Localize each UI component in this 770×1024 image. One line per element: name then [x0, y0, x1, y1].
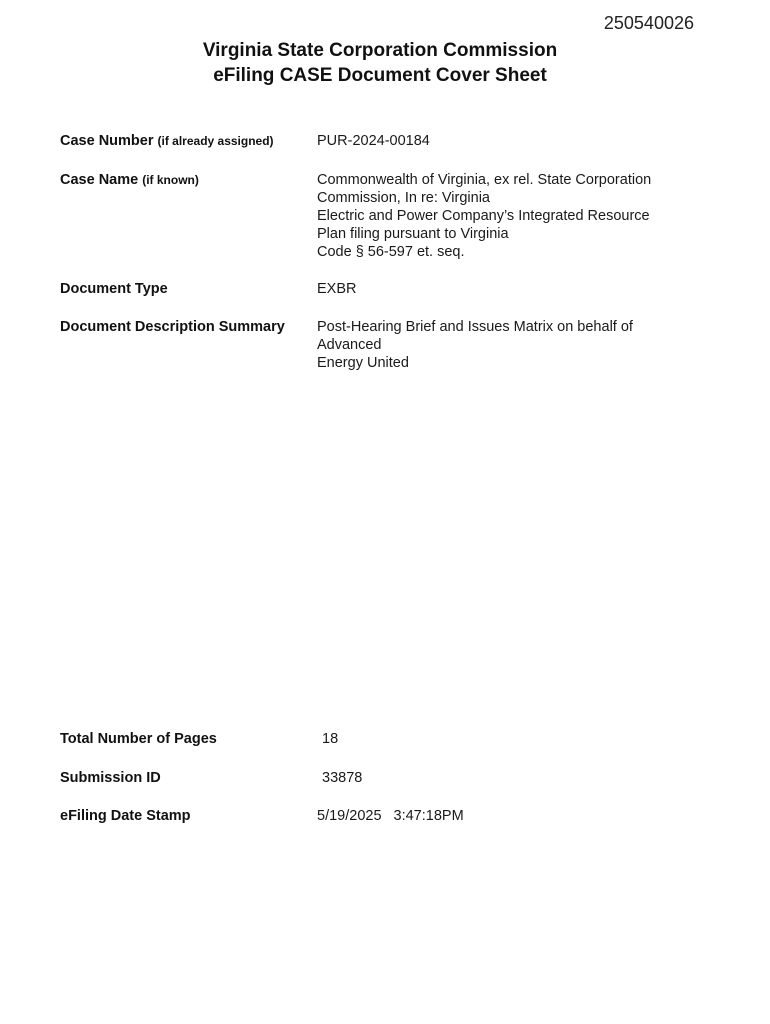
- case-name-label: [60, 171, 317, 261]
- case-number-label: [60, 132, 317, 150]
- cover-sheet-title: [0, 38, 760, 88]
- submission-id-row: [60, 769, 700, 787]
- document-description-label: Document Description Summary: [60, 319, 285, 335]
- case-name-line: Electric and Power Company’s Integrated Resource: [317, 208, 650, 224]
- case-number-row: [60, 132, 700, 150]
- case-number-qualifier: (if already assigned): [157, 134, 274, 148]
- case-name-line: Code § 56-597 et. seq.: [317, 244, 465, 260]
- submission-id-value: 33878: [322, 770, 363, 786]
- efiling-date-stamp-value: [317, 807, 464, 825]
- document-description-line: Post-Hearing Brief and Issues Matrix on behalf of: [317, 319, 633, 335]
- case-name-row: [60, 171, 700, 261]
- total-pages-value: 18: [322, 731, 339, 747]
- document-description-value: [317, 318, 633, 372]
- case-name-label-text: Case Name: [60, 172, 139, 188]
- case-name-qualifier: (if known): [142, 173, 199, 187]
- case-number-label-text: Case Number: [60, 133, 154, 149]
- total-pages-label: Total Number of Pages: [60, 731, 217, 747]
- case-name-value: [317, 171, 651, 261]
- document-description-line: Energy United: [317, 355, 409, 371]
- efiling-date-stamp-row: [60, 807, 700, 825]
- title-line-2: eFiling CASE Document Cover Sheet: [213, 65, 547, 86]
- efiling-date: 5/19/2025: [317, 808, 382, 824]
- submission-id-label: Submission ID: [60, 770, 161, 786]
- document-description-line: Advanced: [317, 337, 382, 353]
- document-type-row: [60, 280, 700, 298]
- efiling-time: 3:47:18PM: [393, 808, 464, 824]
- total-pages-row: [60, 730, 700, 748]
- document-number: 250540026: [603, 13, 694, 33]
- title-line-1: Virginia State Corporation Commission: [202, 40, 558, 61]
- case-name-line: Plan filing pursuant to Virginia: [317, 226, 509, 242]
- document-type-label: Document Type: [60, 281, 168, 297]
- efiling-date-stamp-label: eFiling Date Stamp: [60, 808, 191, 824]
- document-type-value: EXBR: [317, 281, 357, 297]
- case-number-value: PUR-2024-00184: [317, 133, 430, 149]
- case-name-line: Commonwealth of Virginia, ex rel. State Corporation: [317, 172, 652, 188]
- case-name-line: Commission, In re: Virginia: [317, 190, 490, 206]
- document-description-row: [60, 318, 700, 372]
